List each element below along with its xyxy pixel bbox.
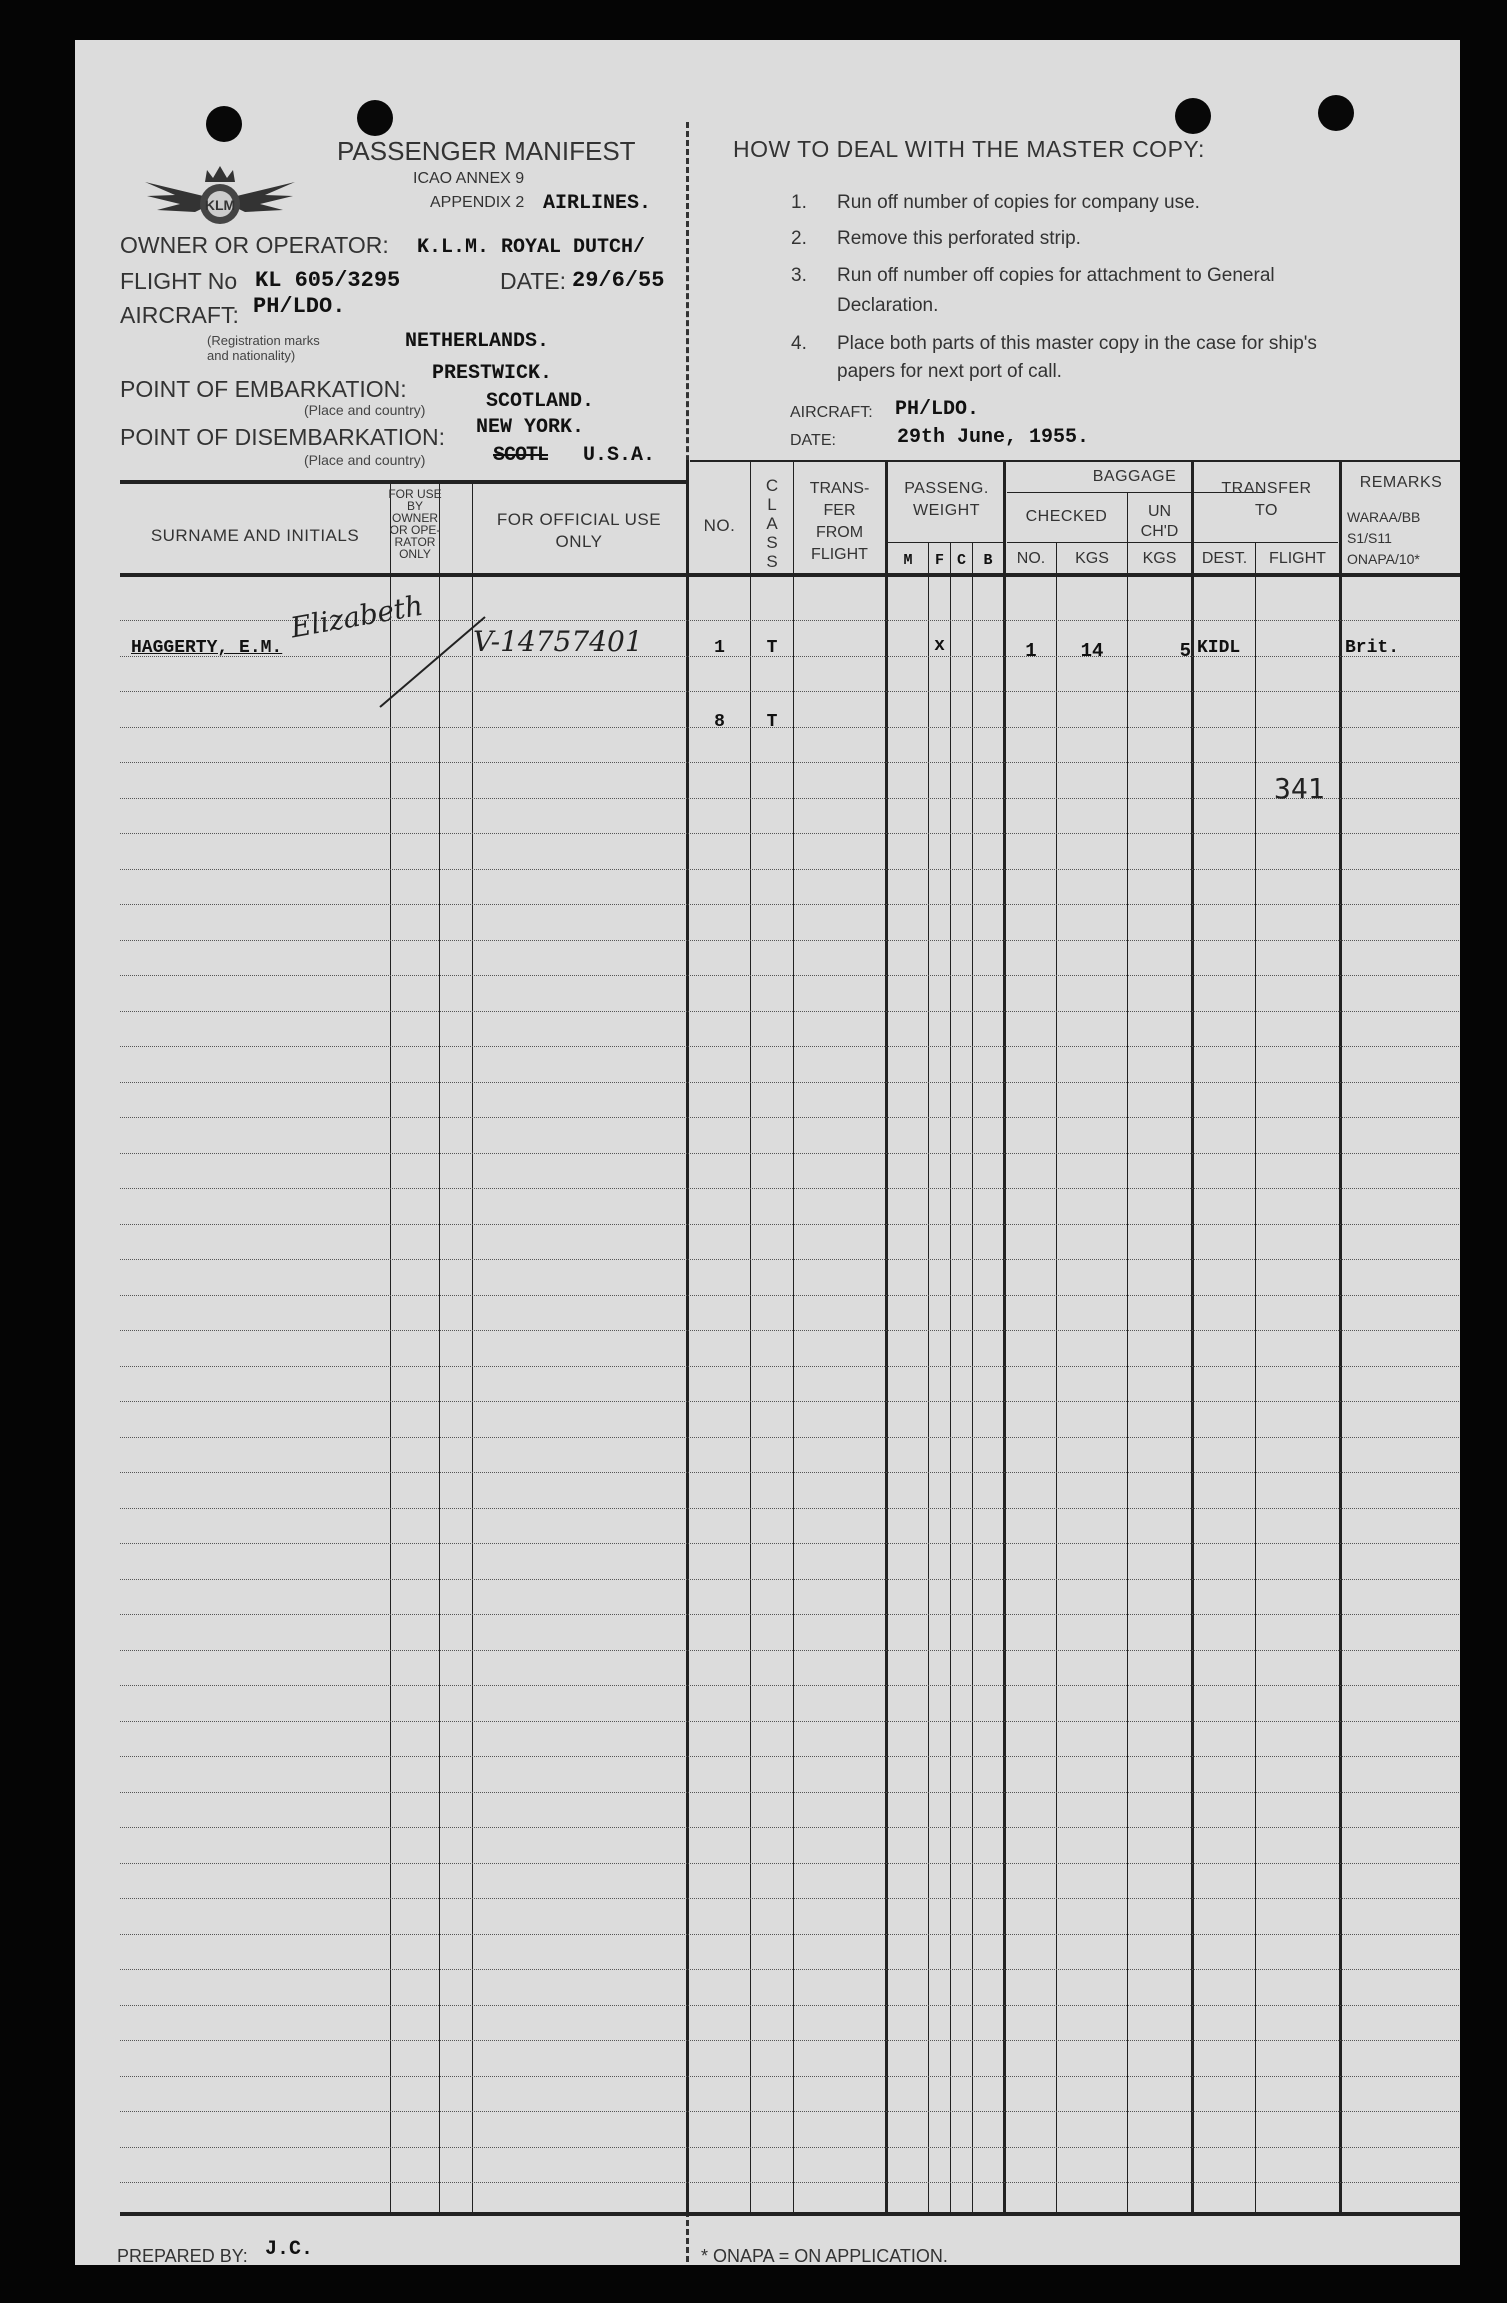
col-header-dest: DEST.	[1201, 550, 1248, 567]
embarkation-country: SCOTLAND.	[486, 390, 595, 413]
instruction-text: Remove this perforated strip.	[837, 228, 1081, 249]
header-line: CH'D	[1140, 523, 1179, 540]
header-line: OR OPE-	[389, 523, 441, 537]
owner-value-1: K.L.M. ROYAL DUTCH/	[417, 236, 646, 259]
owner-label: OWNER OR OPERATOR:	[120, 232, 389, 258]
weight-sub-b: B	[983, 552, 993, 569]
instruction-text: Place both parts of this master copy in the case for ship's	[837, 333, 1317, 354]
ruled-line	[120, 1650, 1460, 1651]
ruled-line	[120, 1188, 1460, 1189]
ruled-line	[120, 2005, 1460, 2006]
ruled-line	[120, 1153, 1460, 1154]
col-header-baggage: BAGGAGE	[1092, 468, 1177, 485]
ruled-line	[120, 1792, 1460, 1793]
table-header-rule	[120, 573, 1460, 577]
unchecked-kgs: 5	[1179, 640, 1191, 662]
official-number: V-14757401	[473, 625, 643, 658]
instruction-number: 3.	[791, 265, 807, 286]
weight-sub-m: M	[903, 552, 913, 569]
col-header-to: TO	[1255, 502, 1278, 519]
passenger-class: T	[766, 638, 778, 658]
registration-note: (Registration marks	[207, 333, 320, 348]
col-header-flight: FLIGHT	[1269, 550, 1326, 567]
ruled-line	[120, 1472, 1460, 1473]
instruction-text: Declaration.	[837, 295, 939, 316]
aircraft-value-right: PH/LDO.	[895, 398, 980, 421]
instruction-number: 4.	[791, 333, 807, 354]
ruled-line	[120, 1756, 1460, 1757]
ruled-line	[120, 1117, 1460, 1118]
ruled-line	[120, 1934, 1460, 1935]
passenger-name: HAGGERTY, E.M.	[131, 638, 283, 658]
embarkation-place: PRESTWICK.	[432, 362, 553, 385]
place-country-note: (Place and country)	[304, 402, 426, 418]
ruled-line	[120, 691, 1460, 692]
table-bottom-rule	[120, 2212, 1460, 2216]
col-line	[472, 480, 473, 2214]
prepared-by-value: J.C.	[265, 2238, 314, 2261]
instructions-title: HOW TO DEAL WITH THE MASTER COPY:	[733, 136, 1205, 162]
date-value-right: 29th June, 1955.	[897, 426, 1090, 449]
ruled-line	[120, 1437, 1460, 1438]
ruled-line	[120, 1721, 1460, 1722]
place-country-note: (Place and country)	[304, 452, 426, 468]
svg-text:KLM: KLM	[204, 197, 236, 213]
col-header-official-only: ONLY	[555, 532, 603, 551]
ruled-line	[120, 1046, 1460, 1047]
aircraft-value: PH/LDO.	[253, 294, 346, 319]
ruled-line	[120, 1863, 1460, 1864]
instruction-text: Run off number off copies for attachment to General	[837, 265, 1275, 286]
ruled-line	[120, 1259, 1460, 1260]
manifest-title: PASSENGER MANIFEST	[337, 136, 636, 166]
col-header-no: NO.	[703, 516, 736, 535]
flight-value: KL 605/3295	[255, 268, 401, 293]
appendix-label: APPENDIX 2	[430, 194, 525, 211]
ruled-line	[120, 2040, 1460, 2041]
onapa-note: * ONAPA = ON APPLICATION.	[701, 2246, 948, 2265]
ruled-line	[120, 2076, 1460, 2077]
col-header-official: FOR OFFICIAL USE	[496, 510, 662, 529]
col-header-passeng: PASSENG.	[904, 480, 989, 497]
col-line	[1255, 542, 1256, 2214]
baggage-kgs: 14	[1080, 640, 1104, 662]
aircraft-label: AIRCRAFT:	[120, 302, 239, 328]
ruled-line	[120, 1685, 1460, 1686]
col-header-unchd-kgs: KGS	[1142, 550, 1177, 567]
ruled-line	[120, 1614, 1460, 1615]
ruled-line	[120, 1082, 1460, 1083]
remarks-value: Brit.	[1345, 638, 1400, 658]
col-header-checked: CHECKED	[1025, 508, 1108, 525]
header-line: WARAA/BB	[1347, 509, 1421, 525]
disembarkation-place: NEW YORK.	[476, 416, 585, 439]
ruled-line	[120, 1224, 1460, 1225]
col-header-bag-no: NO.	[1016, 550, 1046, 567]
header-letter: C	[765, 476, 779, 495]
punch-hole	[357, 100, 393, 136]
col-line	[972, 542, 973, 2214]
col-header-weight: WEIGHT	[913, 502, 980, 519]
header-line: FOR USE	[388, 487, 442, 501]
disembarkation-label: POINT OF DISEMBARKATION:	[120, 424, 446, 450]
manifest-sheet	[75, 40, 1460, 2265]
ruled-line	[120, 1366, 1460, 1367]
col-header-transfer-to: TRANSFER	[1221, 480, 1312, 497]
transfer-sub-rule	[1195, 542, 1338, 543]
ruled-line	[120, 1827, 1460, 1828]
table-top-rule-right	[690, 460, 1460, 462]
header-line: TRANS-	[809, 480, 870, 497]
ruled-line	[120, 2147, 1460, 2148]
header-line: ONAPA/10*	[1347, 551, 1420, 567]
header-letter: L	[767, 495, 777, 514]
date-label-right: DATE:	[790, 432, 836, 449]
nationality-value: NETHERLANDS.	[405, 330, 550, 353]
ruled-line	[120, 1898, 1460, 1899]
passenger-no: 1	[714, 638, 725, 658]
col-line	[439, 480, 440, 2214]
flight-label: FLIGHT No	[120, 268, 238, 294]
prepared-by-label: PREPARED BY:	[117, 2246, 248, 2265]
passenger-no: 8	[714, 712, 725, 732]
col-line	[1191, 460, 1194, 2214]
header-line: ONLY	[399, 547, 431, 561]
col-line	[950, 542, 951, 2214]
embarkation-label: POINT OF EMBARKATION:	[120, 376, 407, 402]
table-top-rule-left	[120, 480, 686, 484]
icao-annex: ICAO ANNEX 9	[413, 170, 525, 187]
col-line	[1339, 460, 1342, 2214]
ruled-line	[120, 904, 1460, 905]
punch-hole	[206, 106, 242, 142]
header-letter: S	[766, 533, 778, 552]
ruled-line	[120, 1295, 1460, 1296]
col-line	[885, 460, 888, 2214]
header-letter: A	[766, 514, 778, 533]
ruled-line	[120, 2111, 1460, 2112]
col-header-surname: SURNAME AND INITIALS	[150, 526, 360, 545]
instruction-text: Run off number of copies for company use.	[837, 192, 1200, 213]
punch-hole	[1175, 98, 1211, 134]
header-line: FER	[823, 502, 856, 519]
ruled-line	[120, 1401, 1460, 1402]
ruled-line	[120, 762, 1460, 763]
col-header-remarks: REMARKS	[1359, 474, 1443, 491]
ruled-line	[120, 1330, 1460, 1331]
col-line	[928, 542, 929, 2214]
disembarkation-struck: SCOTL	[493, 444, 549, 467]
col-line	[1003, 460, 1006, 2214]
col-line	[1056, 542, 1057, 2214]
header-letter: S	[766, 552, 778, 571]
owner-value-2: AIRLINES.	[543, 192, 652, 215]
ruled-line	[120, 1011, 1460, 1012]
col-line	[390, 480, 391, 2214]
ruled-line	[120, 869, 1460, 870]
registration-note: and nationality)	[207, 348, 296, 363]
date-value: 29/6/55	[572, 268, 665, 293]
punch-hole	[1318, 95, 1354, 131]
header-line: FROM	[815, 524, 864, 541]
header-line: UN	[1147, 503, 1172, 520]
disembarkation-country: U.S.A.	[583, 444, 656, 467]
ruled-line	[120, 1969, 1460, 1970]
ruled-line	[120, 1543, 1460, 1544]
instruction-number: 1.	[791, 192, 807, 213]
col-line	[793, 460, 794, 2214]
baggage-no: 1	[1025, 640, 1037, 662]
header-line: S1/S11	[1347, 530, 1392, 546]
col-header-unchd	[1128, 502, 1191, 542]
weight-mark: x	[934, 636, 945, 656]
header-line: OWNER	[392, 511, 438, 525]
ruled-line	[120, 1508, 1460, 1509]
header-line: BY	[406, 499, 423, 513]
weight-sub-f: F	[934, 552, 944, 569]
ruled-line	[120, 833, 1460, 834]
weight-rule	[888, 542, 1005, 543]
col-header-class	[751, 476, 793, 571]
col-header-remarks-codes	[1347, 507, 1457, 570]
transfer-dest: KIDL	[1197, 638, 1241, 658]
ruled-line	[120, 798, 1460, 799]
col-header-transfer-from	[794, 478, 885, 566]
stamped-number: 341	[1274, 772, 1325, 805]
aircraft-label-right: AIRCRAFT:	[790, 404, 873, 421]
col-header-owner-use	[370, 488, 460, 560]
handwritten-first-name: Elizabeth	[288, 588, 426, 645]
header-line: FLIGHT	[811, 546, 868, 563]
ruled-line	[120, 940, 1460, 941]
weight-sub-c: C	[956, 552, 966, 569]
header-line: RATOR	[394, 535, 436, 549]
ruled-line	[120, 1579, 1460, 1580]
col-header-bag-kgs: KGS	[1075, 550, 1109, 567]
col-line	[1127, 492, 1128, 2214]
ruled-line	[120, 975, 1460, 976]
date-label: DATE:	[500, 268, 567, 294]
instruction-text: papers for next port of call.	[837, 361, 1062, 382]
instruction-number: 2.	[791, 228, 807, 249]
ruled-line	[120, 2182, 1460, 2183]
passenger-class: T	[766, 712, 778, 732]
